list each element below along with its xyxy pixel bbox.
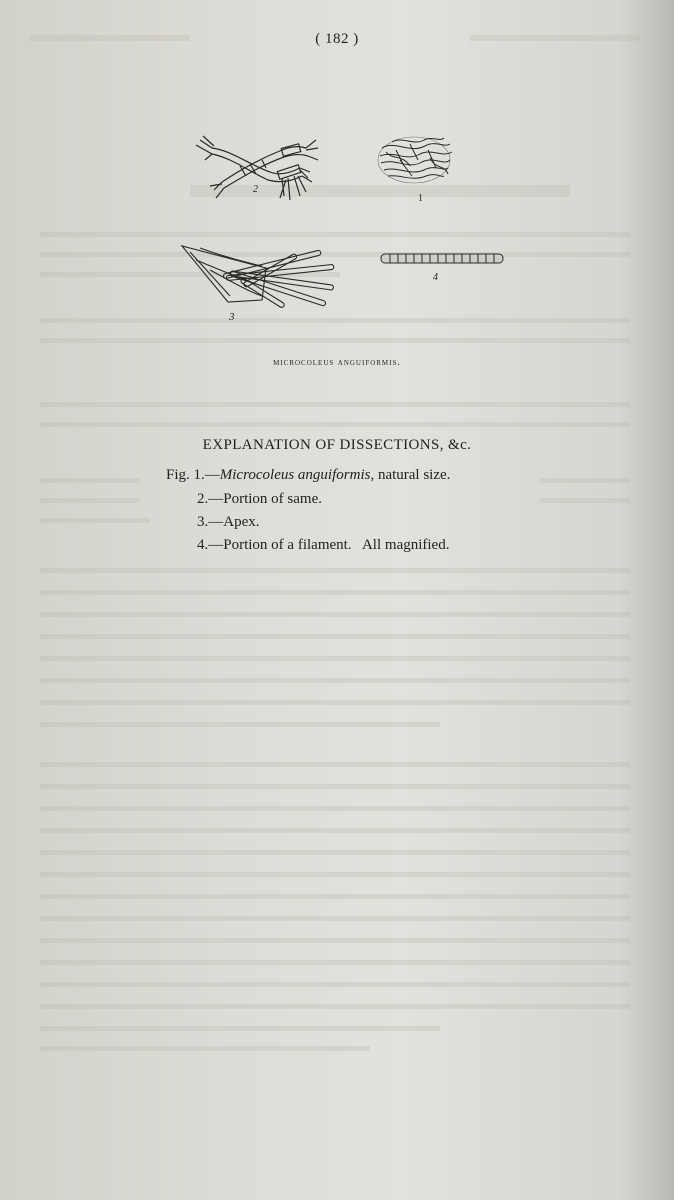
figure-caption: microcoleus anguiformis.: [273, 357, 401, 368]
explanation-item-fig-4: [197, 537, 449, 554]
explanation-item-fig-3: [197, 514, 260, 531]
item-text: Apex.: [223, 514, 260, 530]
figure-label-1: 1: [418, 193, 423, 204]
item-prefix: 2.—: [197, 491, 224, 507]
figure-label-2: 2: [253, 184, 258, 195]
explanation-item-fig-1: [166, 467, 450, 484]
page-number: ( 182 ): [315, 31, 359, 47]
item-text: Portion of a filament. All magnified.: [223, 537, 450, 553]
item-prefix: 4.—: [197, 537, 224, 553]
explanation-item-fig-2: [197, 491, 322, 508]
section-heading: EXPLANATION OF DISSECTIONS, &c.: [202, 437, 472, 453]
figure-label-4: 4: [433, 272, 438, 283]
figure-3-drawing: [182, 246, 334, 308]
item-prefix: Fig. 1.—: [166, 467, 220, 483]
figure-label-3: 3: [229, 311, 235, 323]
figure-4-drawing: [381, 254, 503, 263]
figure-illustration: [0, 0, 674, 380]
item-suffix: , natural size.: [370, 467, 451, 483]
figure-1-drawing: [378, 137, 452, 183]
item-text: Portion of same.: [223, 491, 322, 507]
species-name: Microcoleus anguiformis: [219, 467, 371, 483]
item-prefix: 3.—: [197, 514, 224, 530]
